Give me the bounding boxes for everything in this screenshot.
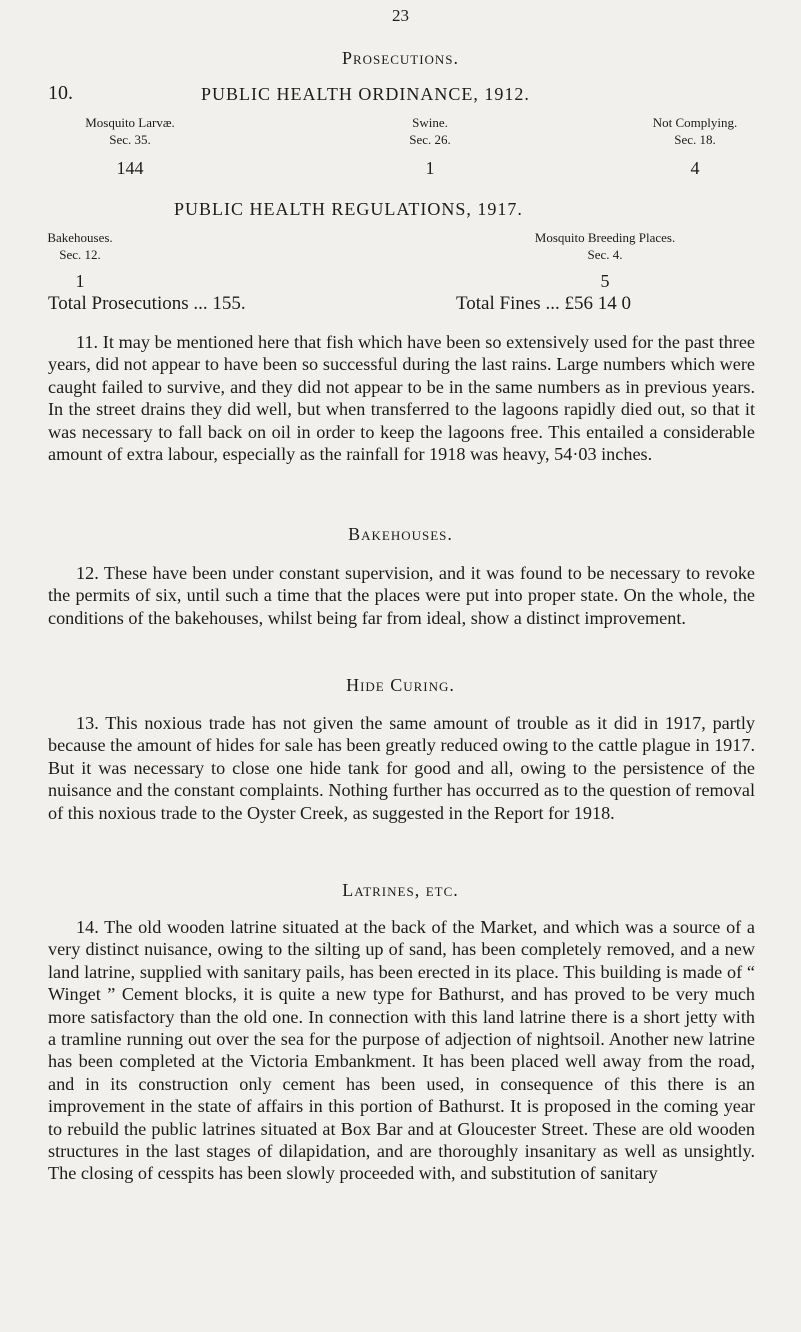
paragraph-14: 14. The old wooden latrine situated at the back of the Market, and which was a source of a very distinct nuisance, owing to the silting up of sand, has been completely removed, and a new land latrine, supplied with sanitary pails, has been erected in its place. This building is made of “ Winget ” Cement blocks, it is quite a new type for Bathurst, and has proved to be very much more satisfactory than the old one. In connection with this land latrine there is a short jetty with a tramline running out over the sea for the purpose of adjection of nightsoil. Another new latrine has been completed at the Victoria Embankment. It has been placed well away from the road, and in its construction only cement has been used, in consequence of this there is an improvement in the state of affairs in this portion of Bathurst. It is proposed in the coming year to rebuild the public latrines situated at Box Bar and at Gloucester Street. These are old wooden structures in the last stages of dilapidation, and are thoroughly insanitary as well as unsightly. The closing of cesspits has been slowly proceeded with, and substitution of sanitary xyxy=(48,917,755,1184)
regulation-column-value: 5 xyxy=(600,271,610,291)
total-prosecutions: Total Prosecutions ... 155. xyxy=(48,293,246,314)
ordinance-column-label: Not Complying. Sec. 18. xyxy=(652,115,738,147)
prosecutions-heading: Prosecutions. xyxy=(341,48,460,68)
regulation-column-label: Bakehouses. Sec. 12. xyxy=(47,230,113,262)
regulations-title: PUBLIC HEALTH REGULATIONS, 1917. xyxy=(174,199,523,219)
ordinance-column-value: 4 xyxy=(690,158,700,178)
ordinance-title: PUBLIC HEALTH ORDINANCE, 1912. xyxy=(201,84,530,104)
ordinance-column-value: 1 xyxy=(425,158,435,178)
ordinance-column-label: Mosquito Larvæ. Sec. 35. xyxy=(85,115,175,147)
regulation-column-value: 1 xyxy=(75,271,85,291)
paragraph-12: 12. These have been under constant supervision, and it was found to be necessary to revoke the permits of six, until such a time that the places were put into proper state. On the whole, the conditions of the bakehouses, whilst being far from ideal, show a distinct improvement. xyxy=(48,563,755,628)
regulation-column-label: Mosquito Breeding Places. Sec. 4. xyxy=(534,230,676,262)
latrines-heading: Latrines, etc. xyxy=(342,880,459,900)
hide-curing-heading: Hide Curing. xyxy=(346,675,455,695)
bakehouses-heading: Bakehouses. xyxy=(348,524,453,544)
page-number: 23 xyxy=(392,6,409,25)
paragraph-11: 11. It may be mentioned here that fish which have been so extensively used for the past three years, did not appear to have been so successful during the last rains. Large numbers which were caught failed to survive, and they did not appear to be in the same numbers as in previous years. In the street drains they did well, but when transferred to the lagoons rapidly died out, so that it was necessary to fall back on oil in order to keep the lagoons free. This entailed a considerable amount of extra labour, especially as the rainfall for 1918 was heavy, 54·03 inches. xyxy=(48,332,755,465)
paragraph-13: 13. This noxious trade has not given the same amount of trouble as it did in 1917, partly because the amount of hides for sale has been greatly reduced owing to the cattle plague in 1917. But it was necessary to close one hide tank for good and all, owing to the persistence of the nuisance and the constant complaints. Nothing further has occurred as to the question of removal of this noxious trade to the Oyster Creek, as suggested in the Report for 1918. xyxy=(48,713,755,823)
ordinance-column-label: Swine. Sec. 26. xyxy=(409,115,451,147)
ordinance-column-value: 144 xyxy=(116,158,144,178)
total-fines: Total Fines ... £56 14 0 xyxy=(456,293,631,314)
section-number-10: 10. xyxy=(48,82,73,104)
